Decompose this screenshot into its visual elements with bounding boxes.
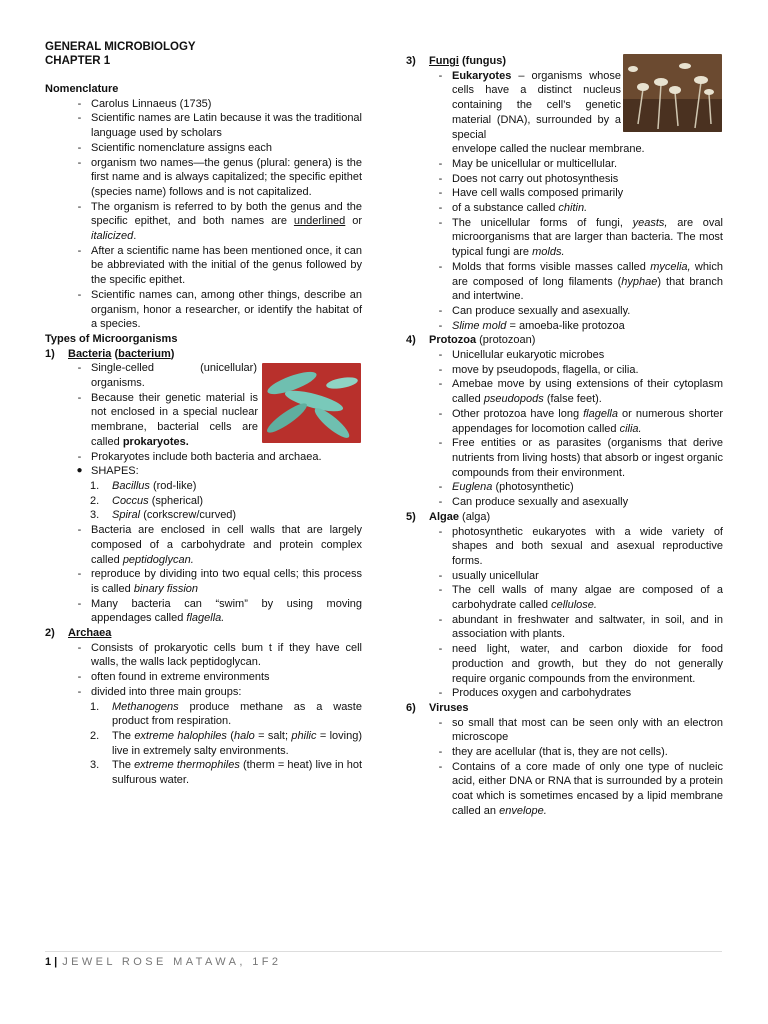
list-item: - Other protozoa have long flagella or numerous shorter appendages for locomotion called cilia. [438,407,724,435]
footer [45,956,281,968]
list-item: - Free entities or as parasites (organisms that derive nutrients from living hosts) that absorb or ingest organic compounds from their environment. [438,437,723,479]
list-item: - Can produce sexually and asexually. [438,304,631,317]
list-item-continued: envelope called the nuclear membrane. [452,143,645,156]
doc-title: GENERAL MICROBIOLOGY [45,41,196,53]
list-item: - Unicellular eukaryotic microbes [438,349,605,362]
list-item: - Does not carry out photosynthesis [438,172,619,185]
list-item: - Prokaryotes include both bacteria and archaea. [77,450,322,463]
list-item: - Have cell walls composed primarily [438,187,624,200]
footer-separator: | [54,956,58,968]
group-item: 2. The extreme halophiles (halo = salt; philic = loving) live in extremely salty environments. [90,729,362,757]
section-protozoa: 4) Protozoa (protozoan) [406,334,536,347]
list-item: - Molds that forms visible masses called mycelia, which are composed of long filaments (hyphae) that branch and intertwine. [438,260,723,303]
list-item: - Contains of a core made of only one type of nucleic acid, either DNA or RNA that is surrounded by a protein coat which is sometimes encased by a lipid membrane called an envelope. [438,760,723,817]
list-item: - usually unicellular [438,569,539,582]
list-item: - Scientific nomenclature assigns each [77,141,272,154]
list-item: ● SHAPES: [76,465,139,478]
list-item: - Amebae move by using extensions of their cytoplasm called pseudopods (false feet). [438,378,723,406]
list-item: - Carolus Linnaeus (1735) [77,97,212,110]
list-item: - Produces oxygen and carbohydrates [438,687,632,700]
list-item: - Slime mold = amoeba-like protozoa [438,319,625,332]
section-viruses: 6) Viruses [406,701,469,714]
list-item: - divided into three main groups: [77,685,242,698]
list-item: - Scientific names can, among other things, describe an organism, honor a researcher, or identify the habitat of a species. [77,288,362,331]
footer-rule [45,951,722,952]
list-item: - The unicellular forms of fungi, yeasts, are oval microorganisms that are larger than bacteria. The most typical fungi are molds. [438,216,723,259]
list-item: - The organism is referred to by both the genus and the specific epithet, and both names are underlined or italicized. [77,200,362,243]
footer-author: JEWEL ROSE MATAWA, 1F2 [62,956,282,968]
bacteria-image-icon [262,363,361,443]
right-column [406,54,723,819]
section-bacteria: 1) Bacteria (bacterium) [45,347,175,360]
list-item: - After a scientific name has been mentioned once, it can be abbreviated with the initial of the genus followed by the specific epithet. [77,244,362,287]
list-item: - need light, water, and carbon dioxide for food production and growth, but they do not generally require organic compounds from the environment. [438,643,723,685]
list-item: - Eukaryotes – organisms whose cells have a distinct nucleus containing the cell’s genetic material (DNA), surrounded by a special [438,69,621,141]
list-item: - so small that most can be seen only with an electron microscope [438,716,723,744]
list-item: - often found in extreme environments [77,671,270,684]
section-archaea: 2) Archaea [45,627,112,640]
group-item: 3. The extreme thermophiles (therm = heat) live in hot sulfurous water. [90,759,362,787]
types-heading: Types of Microorganisms [45,332,178,345]
shape-item: 1. Bacillus (rod-like) [90,479,197,492]
list-item: - Many bacteria can “swim” by using moving appendages called flagella. [77,597,362,625]
bacteria-micrograph [262,363,361,443]
list-item: - Can produce sexually and asexually [438,496,629,509]
list-item: - abundant in freshwater and saltwater, in soil, and in association with plants. [438,613,723,641]
list-item: - The cell walls of many algae are composed of a carbohydrate called cellulose. [438,584,723,612]
list-item: - Scientific names are Latin because it was the traditional language used by scholars [77,112,362,140]
list-item: - move by pseudopods, flagella, or cilia. [438,363,639,376]
list-item: - photosynthetic eukaryotes with a wide variety of shapes and both sexual and asexual reproductive forms. [438,525,723,567]
list-item: - Euglena (photosynthetic) [438,481,574,494]
section-fungi: 3) Fungi (fungus) [406,55,507,67]
list-item: - of a substance called chitin. [438,202,588,215]
nomenclature-heading: Nomenclature [45,83,119,95]
list-item: - Bacteria are enclosed in cell walls that are largely composed of a carbohydrate and protein complex called peptidoglycan. [77,524,362,566]
page-number: 1 [45,956,52,968]
list-item: - they are acellular (that is, they are not cells). [438,746,668,759]
shape-item: 3. Spiral (corkscrew/curved) [90,509,237,522]
list-item: - Because their genetic material is not enclosed in a special nuclear membrane, bacterial cells are called prokaryotes. [77,391,258,448]
fungi-micrograph [623,54,722,132]
group-item: 1. Methanogens produce methane as a waste product from respiration. [90,700,362,728]
shape-item: 2. Coccus (spherical) [90,494,204,507]
list-item: - Single-celled (unicellular) organisms. [77,362,257,390]
list-item: - reproduce by dividing into two equal cells; this process is called binary fission [77,568,362,595]
chapter-label: CHAPTER 1 [45,55,111,67]
list-item: - Consists of prokaryotic cells bum t if they have cell walls, the walls lack peptidoglycan. [77,641,362,669]
fungi-image-icon [623,54,722,132]
section-algae: 5) Algae (alga) [406,510,491,523]
list-item: - May be unicellular or multicellular. [438,157,618,170]
list-item: - organism two names—the genus (plural: genera) is the first name and is always capitalized; the specific epithet (species name) follows and is not capitalized. [77,156,362,198]
